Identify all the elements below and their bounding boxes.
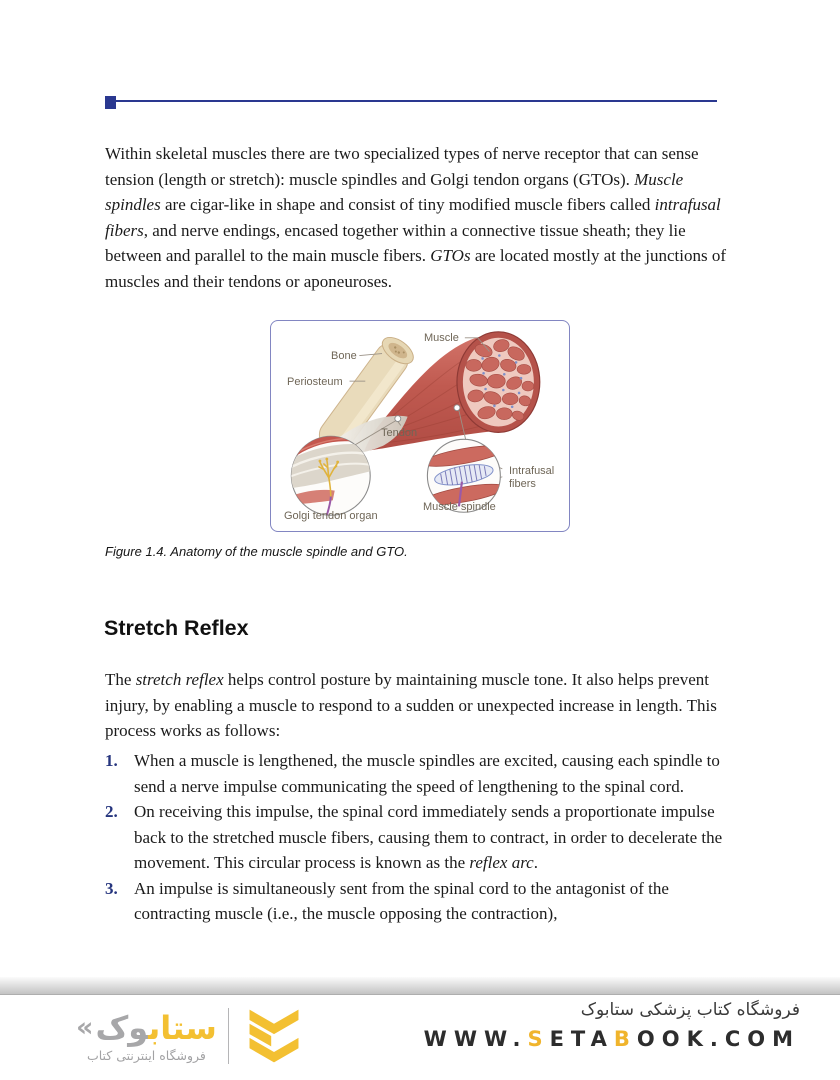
figure-label-tendon: Tendon xyxy=(381,427,418,439)
page-bottom-shadow xyxy=(0,977,840,995)
list-item-number: 1. xyxy=(105,751,118,770)
logo-guillemet-icon: « xyxy=(76,1012,94,1043)
list-item-text: On receiving this impulse, the spinal cord immediately sends a proportionate impulse back to the stretched muscle fibers, causing them to contract, in order to decelerate the movement. This circular process is known as the reflex arc. xyxy=(134,802,723,872)
figure-caption: Figure 1.4. Anatomy of the muscle spindle and GTO. xyxy=(105,544,408,559)
figure-label-golgi-tendon-organ: Golgi tendon organ xyxy=(284,510,378,522)
list-item xyxy=(105,748,755,799)
logo-text-column xyxy=(76,1010,217,1063)
section-heading: Stretch Reflex xyxy=(104,615,249,640)
figure-label-intrafusal-fibers: Intrafusal fibers xyxy=(509,465,555,490)
setabook-logo xyxy=(76,1004,308,1068)
figure-label-periosteum: Periosteum xyxy=(287,376,343,388)
intro-paragraph: Within skeletal muscles there are two specialized types of nerve receptor that can sense tension (length or stretch): muscle spindles and Golgi tendon organs (GTOs). Muscle spindles are cigar-like in shape and consist of tiny modified muscle fibers called intrafusal fibers, and nerve endings, encased together within a connective tissue sheath; they lie between and parallel to the main muscle fibers. GTOs are located mostly at the junctions of muscles and their tendons or aponeuroses. xyxy=(105,144,726,291)
footer xyxy=(0,995,840,1080)
store-name: فروشگاه کتاب پزشکی ستابوک xyxy=(580,1000,800,1020)
stretch-reflex-list xyxy=(105,748,755,927)
list-item-text: When a muscle is lengthened, the muscle spindles are excited, causing each spindle to send a nerve impulse communicating the speed of lengthening to the spinal cord. xyxy=(134,751,720,796)
logo-divider xyxy=(228,1008,230,1064)
list-item-number: 3. xyxy=(105,878,118,898)
list-item xyxy=(105,799,755,876)
muscle-marker-dot xyxy=(454,405,460,411)
logo-wordmark-row xyxy=(76,1010,217,1046)
setabook-emblem-icon xyxy=(240,1004,308,1068)
chapter-rule-square xyxy=(105,96,116,109)
figure-label-muscle-spindle: Muscle spindle xyxy=(423,501,496,513)
logo-tagline: فروشگاه اینترنتی کتاب xyxy=(86,1047,206,1063)
logo-wordmark: ستابوک xyxy=(95,1008,217,1047)
chapter-rule-line xyxy=(105,100,717,102)
tendon-marker-dot xyxy=(395,416,401,422)
figure-label-bone: Bone xyxy=(331,350,357,362)
section-intro-paragraph: The stretch reflex helps control posture by maintaining muscle tone. It also helps prevent injury, by enabling a muscle to respond to a sudden or unexpected increase in length. This process works as follows: xyxy=(105,670,717,740)
list-item-text: An impulse is simultaneously sent from the spinal cord to the antagonist of the contracting muscle (i.e., the muscle opposing the contraction), xyxy=(134,878,669,923)
anatomy-illustration xyxy=(271,321,568,530)
website-url: WWW.SETABOOK.COM xyxy=(423,1027,800,1051)
figure-label-muscle: Muscle xyxy=(424,332,459,344)
list-item xyxy=(105,876,755,927)
anatomy-figure xyxy=(270,320,570,532)
list-item-number: 2. xyxy=(105,802,118,821)
footer-right xyxy=(424,1000,800,1051)
